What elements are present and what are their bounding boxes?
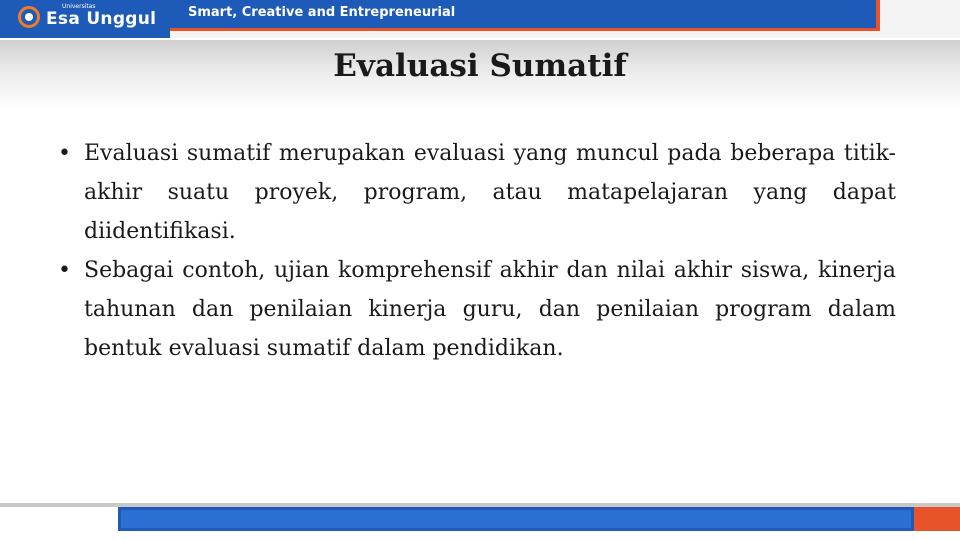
footer-bar-inner — [121, 510, 911, 528]
esa-unggul-logo-icon — [18, 6, 40, 28]
header-accent-strip — [170, 28, 880, 31]
bullet-list — [58, 134, 896, 368]
logo-panel — [0, 0, 170, 38]
header-bar — [0, 0, 960, 38]
tagline: Smart, Creative and Entrepreneurial — [188, 5, 456, 20]
bullet-item: • Evaluasi sumatif merupakan evaluasi yang muncul pada beberapa titik-akhir suatu proyek, program, atau matapelajaran yang dapat diidentifikasi. — [58, 134, 896, 251]
bullet-item: • Sebagai contoh, ujian komprehensif akhir dan nilai akhir siswa, kinerja tahunan dan penilaian kinerja guru, dan penilaian program dalam bentuk evaluasi sumatif dalam pendidikan. — [58, 251, 896, 368]
footer-accent — [914, 507, 960, 531]
slide-title: Evaluasi Sumatif — [333, 48, 627, 84]
header-accent-edge — [876, 0, 880, 31]
logo-small-text: Universitas — [62, 3, 96, 10]
logo-text: Esa Unggul — [46, 9, 157, 29]
